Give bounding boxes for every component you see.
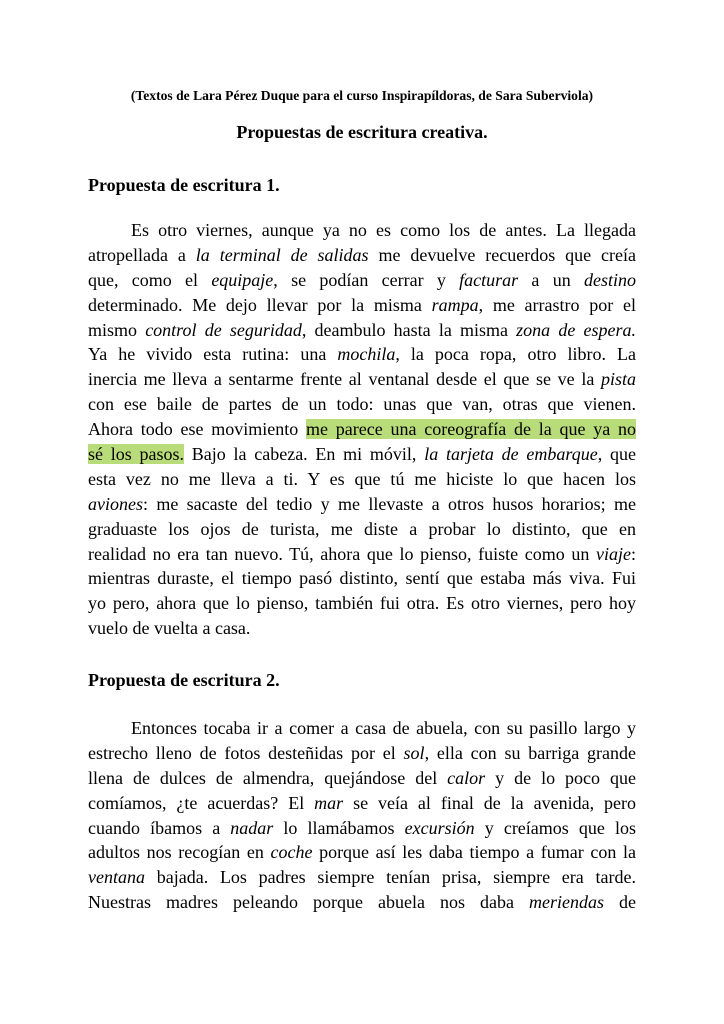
text-line bbox=[88, 517, 636, 542]
text-run: con ese baile de partes de un todo: unas que van, otras que vienen. bbox=[88, 394, 636, 415]
document-title: Propuestas de escritura creativa. bbox=[236, 122, 488, 142]
text-line bbox=[88, 816, 636, 841]
text-line bbox=[88, 342, 636, 367]
text-line bbox=[88, 542, 636, 567]
text-line bbox=[88, 591, 636, 616]
text-run: esta vez no me lleva a ti. Y es que tú me hiciste lo que hacen los bbox=[88, 468, 636, 489]
text-line bbox=[88, 766, 636, 791]
text-run: , la poca ropa, otro libro. La bbox=[395, 344, 636, 365]
text-run: yo pero, ahora que lo pienso, también fui otra. Es otro viernes, pero hoy bbox=[88, 593, 636, 614]
italic-text: aviones bbox=[88, 493, 143, 514]
text-run: , que bbox=[597, 444, 636, 465]
text-line bbox=[88, 492, 636, 517]
credit-line: (Textos de Lara Pérez Duque para el curso Inspirapíldoras, de Sara Suberviola) bbox=[130, 88, 594, 103]
text-line bbox=[88, 616, 636, 641]
section-heading-2: Propuesta de escritura 2. bbox=[88, 670, 280, 690]
text-run: me devuelve recuerdos que creía bbox=[368, 244, 636, 265]
italic-text: facturar bbox=[459, 269, 519, 290]
text-run: , se podían cerrar y bbox=[273, 269, 460, 290]
text-run: mientras duraste, el tiempo pasó distinto, sentí que estaba más viva. Fui bbox=[88, 568, 636, 589]
text-line bbox=[88, 318, 636, 343]
text-run: : me sacaste del tedio y me llevaste a otros husos horarios; me bbox=[142, 493, 636, 514]
text-run: de bbox=[603, 892, 636, 913]
text-run: Bajo la cabeza. En mi móvil, bbox=[184, 444, 425, 465]
text-run: cuando íbamos a bbox=[88, 817, 231, 838]
section-heading-1: Propuesta de escritura 1. bbox=[88, 175, 280, 195]
text-line bbox=[88, 268, 636, 293]
text-run: porque así les daba tiempo a fumar con la bbox=[312, 842, 636, 863]
text-run: Entonces tocaba ir a comer a casa de abuela, con su pasillo largo y bbox=[131, 718, 636, 738]
text-line bbox=[88, 442, 636, 467]
text-run: se veía al final de la avenida, pero bbox=[343, 792, 636, 813]
italic-text: excursión bbox=[404, 817, 475, 838]
text-line bbox=[88, 367, 636, 392]
text-run: atropellada a bbox=[88, 244, 196, 265]
italic-text: mochila bbox=[337, 344, 396, 365]
italic-text: viaje bbox=[596, 543, 631, 564]
text-run: Ya he vivido esta rutina: una bbox=[88, 344, 338, 365]
text-run: : bbox=[630, 543, 636, 564]
text-line bbox=[88, 716, 636, 741]
text-run: Nuestras madres peleando porque abuela nos daba bbox=[88, 892, 529, 913]
highlighted-text: sé los pasos. bbox=[88, 444, 184, 465]
text-line bbox=[88, 791, 636, 816]
text-line bbox=[88, 467, 636, 492]
text-run: comíamos, ¿te acuerdas? El bbox=[88, 792, 315, 813]
section-body-1 bbox=[88, 218, 636, 641]
text-run: mismo bbox=[88, 319, 146, 340]
text-line bbox=[88, 890, 636, 915]
text-run: realidad no era tan nuevo. Tú, ahora que lo pienso, fuiste como un bbox=[88, 543, 596, 564]
text-line bbox=[88, 741, 636, 766]
italic-text: nadar bbox=[230, 817, 274, 838]
text-run: a un bbox=[518, 269, 584, 290]
text-line bbox=[88, 417, 636, 442]
italic-text: mar bbox=[314, 792, 344, 813]
text-run: inercia me lleva a sentarme frente al ventanal desde el que se ve la bbox=[88, 369, 601, 390]
text-run: vuelo de vuelta a casa. bbox=[88, 618, 251, 639]
italic-text: control de seguridad bbox=[145, 319, 302, 340]
italic-text: rampa bbox=[431, 294, 479, 315]
italic-text: sol bbox=[403, 742, 425, 763]
text-run: , me arrastro por el bbox=[478, 294, 636, 315]
text-run: estrecho lleno de fotos desteñidas por el bbox=[88, 742, 404, 763]
italic-text: coche bbox=[270, 842, 313, 863]
italic-text: equipaje bbox=[211, 269, 274, 290]
text-run: y de lo poco que bbox=[485, 767, 636, 788]
text-line bbox=[88, 865, 636, 890]
italic-text: zona de espera. bbox=[516, 319, 636, 340]
text-run: graduaste los ojos de turista, me diste a probar lo distinto, que en bbox=[88, 518, 636, 539]
section-body-2 bbox=[88, 716, 636, 915]
highlighted-text: me parece una coreografía de la que ya no bbox=[306, 419, 636, 440]
text-line bbox=[88, 392, 636, 417]
text-run: Ahora todo ese movimiento bbox=[88, 419, 307, 440]
italic-text: calor bbox=[447, 767, 486, 788]
text-run: Es otro viernes, aunque ya no es como los de antes. La llegada bbox=[131, 220, 636, 240]
text-run: , deambulo hasta la misma bbox=[301, 319, 517, 340]
italic-text: destino bbox=[584, 269, 636, 290]
italic-text: pista bbox=[600, 369, 636, 390]
text-line bbox=[88, 566, 636, 591]
text-run: lo llamábamos bbox=[273, 817, 405, 838]
text-line bbox=[88, 840, 636, 865]
text-line bbox=[88, 243, 636, 268]
italic-text: meriendas bbox=[528, 892, 604, 913]
text-run: y creíamos que los bbox=[474, 817, 637, 838]
italic-text: ventana bbox=[88, 867, 145, 888]
text-run: adultos nos recogían en bbox=[88, 842, 271, 863]
italic-text: la terminal de salidas bbox=[195, 244, 369, 265]
italic-text: la tarjeta de embarque bbox=[424, 444, 598, 465]
text-line bbox=[88, 218, 636, 243]
text-run: que, como el bbox=[88, 269, 212, 290]
text-run: llena de dulces de almendra, quejándose del bbox=[88, 767, 448, 788]
text-run: , ella con su barriga grande bbox=[424, 742, 636, 763]
text-line bbox=[88, 293, 636, 318]
text-run: determinado. Me dejo llevar por la misma bbox=[88, 294, 432, 315]
text-run: bajada. Los padres siempre tenían prisa, siempre era tarde. bbox=[144, 867, 636, 888]
